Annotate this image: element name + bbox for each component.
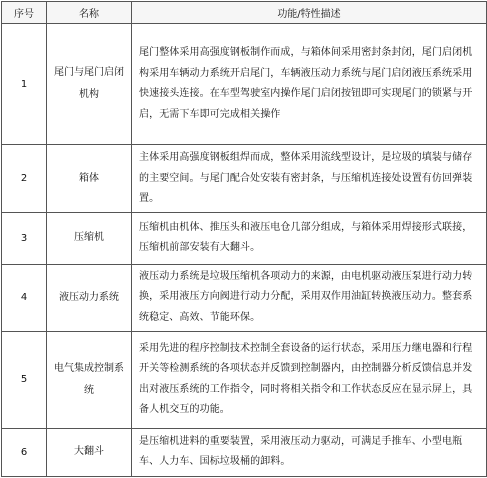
row-name: 液压动力系统 [47, 264, 132, 331]
row-description: 采用先进的程序控制技术控制全套设备的运行状态，采用压力继电器和行程开关等检测系统的各项状态并反馈到控制器内，由控制器分析反馈信息并发出对液压系统的工作指令，同时将相关指令和工作状态反应在显示屏上，具备人机交互的功能。 [132, 331, 487, 428]
row-name: 大翻斗 [47, 428, 132, 476]
row-name: 箱体 [47, 145, 132, 213]
row-no: 3 [2, 213, 47, 264]
header-row [2, 2, 487, 24]
table-row [2, 213, 487, 264]
header-no: 序号 [2, 2, 47, 24]
row-description: 压缩机由机体、推压头和液压电仓几部分组成，与箱体采用焊接形式联接，压缩机前部安装有大翻斗。 [132, 213, 487, 264]
component-table [1, 1, 487, 477]
row-name: 压缩机 [47, 213, 132, 264]
table-row [2, 145, 487, 213]
row-no: 4 [2, 264, 47, 331]
row-no: 5 [2, 331, 47, 428]
table-row [2, 264, 487, 331]
row-no: 6 [2, 428, 47, 476]
row-description: 尾门整体采用高强度钢板制作而成，与箱体间采用密封条封闭，尾门启闭机构采用车辆动力系统开启尾门，车辆液压动力系统与尾门启闭液压系统采用快速接头连接。在车型驾驶室内操作尾门启闭按钮即可实现尾门的锁紧与开启，无需下车即可完成相关操作 [132, 24, 487, 145]
header-description: 功能/特性描述 [132, 2, 487, 24]
row-name: 电气集成控制系统 [47, 331, 132, 428]
row-description: 液压动力系统是垃圾压缩机各项动力的来源，由电机驱动液压泵进行动力转换，采用液压方向阀进行动力分配，采用双作用油缸转换液压动力。整套系统稳定、高效、节能环保。 [132, 264, 487, 331]
table-row [2, 24, 487, 145]
header-name: 名称 [47, 2, 132, 24]
row-description: 是压缩机进料的重要装置，采用液压动力驱动，可满足手推车、小型电瓶车、人力车、国标垃圾桶的卸料。 [132, 428, 487, 476]
row-no: 2 [2, 145, 47, 213]
table-row [2, 331, 487, 428]
table-row [2, 428, 487, 476]
row-no: 1 [2, 24, 47, 145]
row-description: 主体采用高强度钢板组焊而成，整体采用流线型设计，是垃圾的填装与储存的主要空间。与尾门配合处安装有密封条，与压缩机连接处设置有仿回弹装置。 [132, 145, 487, 213]
row-name: 尾门与尾门启闭机构 [47, 24, 132, 145]
